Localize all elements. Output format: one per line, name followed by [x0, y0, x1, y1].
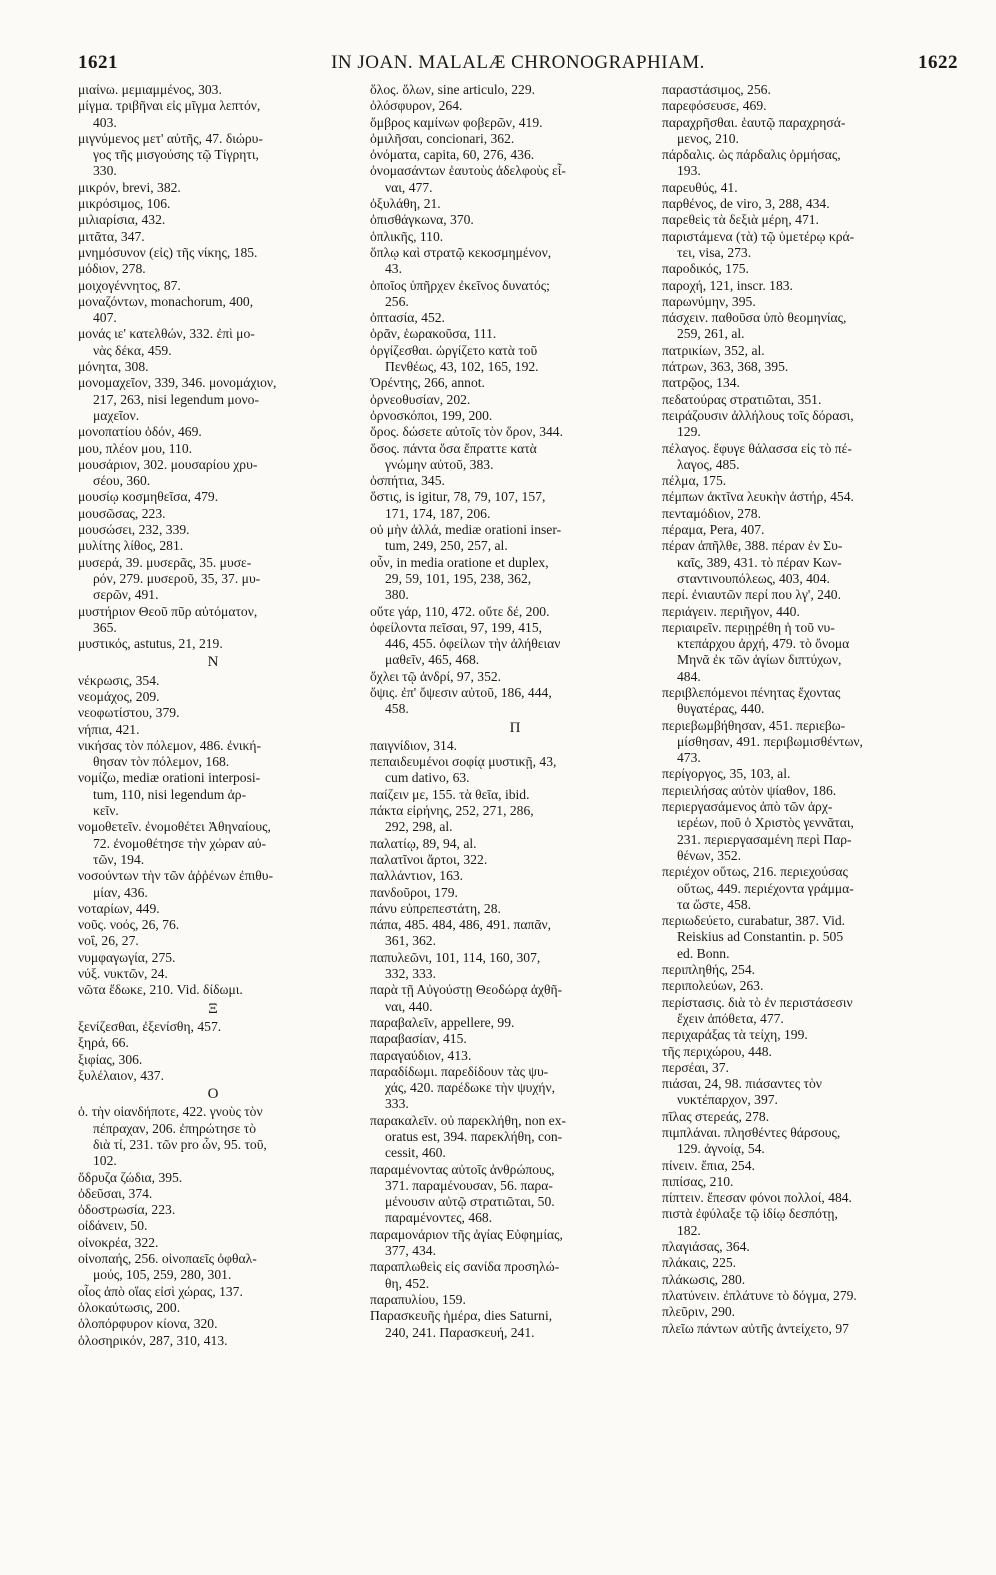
index-entry-line: μιγνύμενος μετ' αὐτῆς, 47. διώρυ- [78, 130, 263, 146]
index-entry-line: 43. [385, 261, 402, 277]
index-entry-line: 407. [93, 310, 117, 326]
index-entry-line: 377, 434. [385, 1243, 436, 1259]
index-entry-line: περιεργασάμενος ἀπὸ τῶν ἀρχ- [662, 799, 833, 815]
index-entry-line: παρεθεὶς τὰ δεξιὰ μέρη, 471. [662, 212, 819, 228]
index-entry-line: ὄχλει τῷ ἀνδρί, 97, 352. [370, 668, 502, 684]
index-entry-line: πεπαιδευμένοι σοφίᾳ μυστικῇ, 43, [370, 754, 557, 770]
index-entry-line: ὀδοστρωσία, 223. [78, 1202, 176, 1218]
index-entry-line: παραπυλίου, 159. [370, 1291, 466, 1307]
index-entry-line: πεδατούρας στρατιῶται, 351. [662, 391, 822, 407]
index-entry-line: μυσερά, 39. μυσερᾶς, 35. μυσε- [78, 554, 252, 570]
index-entry-line: Παρασκευῆς ἡμέρα, dies Saturni, [370, 1308, 553, 1324]
index-column-right [662, 82, 962, 1337]
index-entry-line: περίγοργος, 35, 103, al. [662, 766, 791, 782]
index-entry-line: ἔχειν ἀπόθετα, 477. [677, 1010, 784, 1026]
index-entry-line: θένων, 352. [677, 847, 742, 863]
index-entry-line: ὁμιλῆσαι, concionari, 362. [370, 130, 515, 146]
index-entry-line: 330. [93, 163, 117, 179]
index-entry-line: ὀπισθάγκωνα, 370. [370, 212, 474, 228]
index-entry-line: cessit, 460. [385, 1145, 446, 1161]
index-entry-line: πάπα, 485. 484, 486, 491. παπᾶν, [370, 917, 552, 933]
index-entry-line: 473. [677, 750, 701, 766]
index-entry-line: παραμένοντες, 468. [385, 1210, 493, 1226]
section-letter-heading: N [207, 654, 219, 671]
index-entry-line: 446, 455. ὀφείλων τὴν ἀλήθειαν [385, 636, 561, 652]
index-entry-line: σερῶν, 491. [93, 587, 159, 603]
index-entry-line: νομίζω, mediæ orationi interposi- [78, 770, 261, 786]
index-entry-line: ξιφίας, 306. [78, 1051, 143, 1067]
index-entry-line: μυστήριον Θεοῦ πῦρ αὐτόματον, [78, 603, 258, 619]
index-entry-line: 171, 174, 187, 206. [385, 505, 491, 521]
index-entry-line: μαθεῖν, 465, 468. [385, 652, 480, 668]
index-entry-line: 458. [385, 701, 409, 717]
index-entry-line: Ὀρέντης, 266, annot. [370, 375, 485, 391]
index-entry-line: περί. ἐνιαυτῶν περί που λγ', 240. [662, 587, 841, 603]
index-entry-line: ναι, 477. [385, 179, 433, 195]
index-entry-line: 403. [93, 114, 117, 130]
index-entry-line: νεομάχος, 209. [78, 688, 160, 704]
index-entry-line: θη, 452. [385, 1275, 430, 1291]
index-entry-line: νοῦς. νοός, 26, 76. [78, 917, 180, 933]
index-entry-line: 182. [677, 1222, 701, 1238]
index-entry-line: πάρδαλις. ὡς πάρδαλις ὁρμήσας, [662, 147, 841, 163]
index-entry-line: ὁλοπόρφυρον κίονα, 320. [78, 1316, 218, 1332]
index-entry-line: σταντινουπόλεως, 403, 404. [677, 570, 830, 586]
index-entry-line: πανδοῦροι, 179. [370, 884, 458, 900]
index-entry-line: oratus est, 394. παρεκλήθη, con- [385, 1129, 563, 1144]
index-entry-line: cum dativo, 63. [385, 770, 470, 786]
index-entry-line: περιεβωμβήθησαν, 451. περιεβω- [662, 717, 846, 733]
index-entry-line: ξενίζεσθαι, ἐξενίσθη, 457. [78, 1018, 222, 1034]
index-entry-line: παραχρῆσθαι. ἑαυτῷ παραχρησά- [662, 114, 846, 130]
index-entry-line: ὀφείλοντα πεῖσαι, 97, 199, 415, [370, 619, 543, 635]
index-entry-line: περιαιρεῖν. περιῃρέθη ἡ τοῦ νυ- [662, 619, 835, 635]
index-entry-line: οἰδάνειν, 50. [78, 1218, 148, 1234]
index-entry-line: μουσῶσας, 223. [78, 505, 166, 521]
index-entry-line: ὀρνοσκόποι, 199, 200. [370, 407, 493, 423]
index-entry-line: 380. [385, 587, 409, 603]
index-entry-line: ὀσπήτια, 345. [370, 473, 445, 489]
index-entry-line: οὖν, in media oratione et duplex, [370, 554, 549, 570]
index-entry-line: μόδιον, 278. [78, 261, 146, 277]
index-entry-line: μίγμα. τριβῆναι εἰς μῖγμα λεπτόν, [78, 98, 261, 114]
index-entry-line: tum, 249, 250, 257, al. [385, 538, 508, 554]
index-entry-line: μιλιαρίσια, 432. [78, 212, 166, 228]
index-entry-line: παίζειν με, 155. τὰ θεῖα, ibid. [370, 786, 530, 802]
index-entry-line: πέραν ἀπῆλθε, 388. πέραν ἐν Συ- [662, 538, 843, 554]
index-entry-line: παραβαλεῖν, appellere, 99. [370, 1014, 515, 1030]
index-entry-line: παραστάσιμος, 256. [662, 82, 771, 97]
index-entry-line: πιάσαι, 24, 98. πιάσαντες τὸν [662, 1076, 822, 1092]
index-entry-line: παραμένοντας αὐτοῖς ἀνθρώπους, [370, 1161, 555, 1177]
index-entry-line: τα ὥστε, 458. [677, 896, 752, 912]
index-entry-line: νυκτέπαρχον, 397. [677, 1092, 778, 1108]
section-letter-heading: Π [509, 719, 521, 736]
index-entry-line: ὁλοσηρικόν, 287, 310, 413. [78, 1332, 228, 1348]
index-entry-line: περιπληθής, 254. [662, 962, 756, 978]
index-entry-line: πάσχειν. παθοῦσα ὑπὸ θεομηνίας, [662, 310, 847, 326]
index-entry-line: τει, visa, 273. [677, 244, 752, 260]
index-entry-line: ξυλέλαιον, 437. [78, 1067, 164, 1083]
index-entry-line: παραγαύδιον, 413. [370, 1047, 472, 1063]
index-entry-line: ὀργίζεσθαι. ὠργίζετο κατὰ τοῦ [370, 342, 538, 358]
index-entry-line: θησαν τὸν πόλεμον, 168. [93, 754, 230, 770]
index-entry-line: πιμπλάναι. πλησθέντες θάρσους, [662, 1125, 841, 1140]
index-entry-line: παρευθύς, 41. [662, 179, 738, 195]
page-number-right: 1622 [918, 52, 958, 73]
index-entry-line: 193. [677, 163, 701, 179]
index-entry-line: τῶν, 194. [93, 851, 145, 867]
index-entry-line: Μηνᾶ ἐκ τῶν ἁγίων διπτύχων, [677, 652, 842, 668]
index-entry-line: νέκρωσις, 354. [78, 672, 160, 688]
index-entry-line: ὀπτασία, 452. [370, 310, 445, 326]
index-entry-line: 217, 263, nisi legendum μονο- [93, 391, 259, 407]
index-entry-line: μιαίνω. μεμιαμμένος, 303. [78, 82, 222, 97]
index-entry-line: πίπτειν. ἔπεσαν φόνοι πολλοί, 484. [662, 1190, 852, 1206]
index-entry-line: παλατῖνοι ἄρτοι, 322. [370, 851, 488, 867]
index-entry-line: νοταρίων, 449. [78, 900, 160, 916]
index-entry-line: ρόν, 279. μυσεροῦ, 35, 37. μυ- [93, 570, 261, 586]
index-entry-line: μένουσιν αὐτῷ στρατιῶται, 50. [385, 1194, 555, 1210]
index-entry-line: νοΐ, 26, 27. [78, 933, 139, 949]
index-entry-line: πλεῦριν, 290. [662, 1304, 736, 1320]
index-entry-line: πάνυ εὐπρεπεστάτη, 28. [370, 900, 501, 916]
section-letter-heading: Ξ [208, 1000, 218, 1017]
section-letter-heading: O [207, 1086, 219, 1103]
index-entry-line: παραπλωθεὶς εἰς σανίδα προσηλώ- [370, 1259, 560, 1275]
index-entry-line: παραμονάριον τῆς ἁγίας Εὐφημίας, [370, 1226, 563, 1242]
index-entry-line: μενος, 210. [677, 130, 739, 146]
index-entry-line: ὅλος. ὅλων, sine articulo, 229. [370, 82, 536, 97]
index-entry-line: ναι, 440. [385, 998, 433, 1014]
index-entry-line: πέραμα, Pera, 407. [662, 522, 765, 538]
index-entry-line: πενταμόδιον, 278. [662, 505, 761, 521]
index-entry-line: πλεῖω πάντων αὐτῆς ἀντείχετο, 97 [662, 1320, 849, 1336]
index-entry-line: 365. [93, 619, 117, 635]
index-entry-line: Πενθέως, 43, 102, 165, 192. [385, 359, 539, 375]
index-entry-line: νομοθετεῖν. ἐνομοθέτει Ἀθηναίους, [78, 819, 271, 835]
index-entry-line: πλατύνειν. ἐπλάτυνε τὸ δόγμα, 279. [662, 1287, 857, 1303]
index-entry-line: παλατίῳ, 89, 94, al. [370, 835, 477, 851]
index-entry-line: παρεφόσευσε, 469. [662, 98, 767, 114]
index-entry-line: περιπολεύων, 263. [662, 978, 764, 994]
index-entry-line: ὀνομασάντων ἑαυτοὺς ἀδελφοὺς εἶ- [370, 163, 566, 179]
index-entry-line: πλάκαις, 225. [662, 1255, 737, 1271]
index-entry-line: μουσάριον, 302. μουσαρίου χρυ- [78, 456, 258, 472]
index-entry-line: πειράζουσιν ἀλλήλους τοῖς δόρασι, [662, 407, 854, 423]
index-entry-line: χάς, 420. παρέδωκε τὴν ψυχήν, [385, 1080, 556, 1096]
index-entry-line: παραβασίαν, 415. [370, 1031, 467, 1047]
index-entry-line: ὁπλικῆς, 110. [370, 228, 444, 244]
index-entry-line: 484. [677, 668, 701, 684]
index-entry-line: 231. περιεργασαμένη περὶ Παρ- [677, 831, 852, 847]
index-entry-line: μυλίτης λίθος, 281. [78, 538, 184, 554]
index-entry-line: 240, 241. Παρασκευή, 241. [385, 1324, 535, 1340]
index-entry-line: γος τῆς μισγούσης τῷ Τίγρητι, [93, 147, 259, 163]
index-entry-line: ὁλόσφυρον, 264. [370, 98, 463, 114]
index-entry-line: ξηρά, 66. [78, 1035, 129, 1051]
index-entry-line: 333. [385, 1096, 409, 1112]
index-entry-line: γνώμην αὐτοῦ, 383. [385, 456, 494, 472]
index-entry-line: πέλαγος. ἔφυγε θάλασσα εἰς τὸ πέ- [662, 440, 852, 456]
index-entry-line: μοναζόντων, monachorum, 400, [78, 293, 254, 309]
index-entry-line: περιάγειν. περιῆγον, 440. [662, 603, 800, 619]
index-entry-line: λαγος, 485. [677, 456, 740, 472]
index-entry-line: περιειλήσας αὐτὸν ψίαθον, 186. [662, 782, 837, 798]
index-entry-line: πλάκωσις, 280. [662, 1271, 746, 1287]
index-entry-line: μαχεῖον. [93, 407, 140, 423]
index-entry-line: παρθένος, de viro, 3, 288, 434. [662, 196, 830, 212]
index-entry-line: κτεπάρχου ἀρχή, 479. τὸ ὄνομα [677, 636, 850, 652]
index-entry-line: πέμπων ἀκτῖνα λευκὴν ἀστήρ, 454. [662, 489, 854, 505]
index-entry-line: νικήσας τὸν πόλεμον, 486. ἐνική- [78, 737, 261, 753]
index-entry-line: οὔτε γάρ, 110, 472. οὔτε δέ, 200. [370, 603, 550, 619]
index-column-left [78, 82, 348, 1349]
index-entry-line: ὄψις. ἐπ' ὄψεσιν αὐτοῦ, 186, 444, [370, 684, 552, 700]
index-entry-line: μόνητα, 308. [78, 359, 149, 375]
index-entry-line: παροδικός, 175. [662, 261, 749, 277]
index-entry-line: 72. ἐνομοθέτησε τὴν χώραν αὐ- [93, 835, 266, 851]
index-entry-line: παροχή, 121, inscr. 183. [662, 277, 793, 293]
index-entry-line: 292, 298, al. [385, 819, 453, 835]
index-entry-line: πάτρων, 363, 368, 395. [662, 359, 789, 375]
index-entry-line: νῶτα ἔδωκε, 210. Vid. δίδωμι. [78, 982, 243, 998]
index-entry-line: μικρόν, brevi, 382. [78, 179, 181, 195]
index-entry-line: ed. Bonn. [677, 945, 730, 961]
index-entry-line: πέλμα, 175. [662, 473, 727, 489]
index-entry-line: οἰνοπαής, 256. οἰνοπαεῖς ὀφθαλ- [78, 1251, 257, 1267]
index-entry-line: θυγατέρας, 440. [677, 701, 765, 717]
index-entry-line: περιχαράξας τὰ τείχη, 199. [662, 1027, 808, 1043]
index-entry-line: 129. [677, 424, 701, 440]
index-entry-line: μοιχογέννητος, 87. [78, 277, 181, 293]
index-entry-line: καῖς, 389, 431. τὸ πέραν Κων- [677, 554, 842, 570]
index-entry-line: κεῖν. [93, 803, 119, 819]
index-entry-line: νύξ. νυκτῶν, 24. [78, 966, 168, 982]
index-entry-line: πατρικίων, 352, al. [662, 342, 765, 358]
index-entry-line: παριστάμενα (τὰ) τῷ ὑμετέρῳ κρά- [662, 228, 855, 244]
index-entry-line: 332, 333. [385, 966, 436, 982]
index-entry-line: παλλάντιον, 163. [370, 868, 464, 884]
index-entry-line: μικρόσιμος, 106. [78, 196, 171, 212]
index-entry-line: ὅστις, is igitur, 78, 79, 107, 157, [370, 489, 546, 505]
page-number-left: 1621 [78, 52, 118, 73]
index-entry-line: σέου, 360. [93, 473, 151, 489]
running-title: IN JOAN. MALALÆ CHRONOGRAPHIAM. [331, 52, 705, 73]
index-entry-line: μουσίῳ κοσμηθεῖσα, 479. [78, 489, 219, 505]
index-entry-line: πατρῷος, 134. [662, 375, 740, 391]
index-entry-line: οὐ μὴν ἀλλά, mediæ orationi inser- [370, 522, 562, 538]
index-entry-line: ιερέων, ποῦ ὁ Χριστὸς γεννᾶται, [677, 815, 854, 831]
index-entry-line: μούς, 105, 259, 280, 301. [93, 1267, 232, 1283]
index-entry-line: παρὰ τῇ Αὐγούστῃ Θεοδώρᾳ ἀχθῆ- [370, 982, 563, 998]
index-entry-line: ὅρος. δώσετε αὐτοῖς τὸν ὅρον, 344. [370, 424, 563, 440]
index-entry-line: πίνειν. ἔπια, 254. [662, 1157, 755, 1173]
index-entry-line: 129. ἀγνοίᾳ, 54. [677, 1141, 765, 1157]
index-entry-line: 29, 59, 101, 195, 238, 362, [385, 570, 532, 586]
index-entry-line: νὰς δέκα, 459. [93, 342, 172, 358]
index-entry-line: ὄμβρος καμίνων φοβερῶν, 419. [370, 114, 543, 130]
index-entry-line: παπυλεῶνι, 101, 114, 160, 307, [370, 949, 541, 965]
index-entry-line: μίσθησαν, 491. περιβωμισθέντων, [677, 733, 863, 749]
index-entry-line: ὄδρυζα ζώδια, 395. [78, 1169, 183, 1185]
index-entry-line: 259, 261, al. [677, 326, 745, 342]
index-entry-line: ὀρνεοθυσίαν, 202. [370, 391, 471, 407]
index-entry-line: μυστικός, astutus, 21, 219. [78, 636, 223, 652]
index-entry-line: παραδίδωμι. παρεδίδουν τὰς ψυ- [370, 1063, 549, 1079]
index-entry-line: 361, 362. [385, 933, 436, 949]
index-entry-line: πέπραχαν, 206. ἐπηρώτησε τὸ [93, 1120, 257, 1136]
index-entry-line: πάκτα εἰρήνης, 252, 271, 286, [370, 803, 534, 819]
index-entry-line: πῖλας στερεάς, 278. [662, 1108, 770, 1124]
index-entry-line: ὁλοκαύτωσις, 200. [78, 1299, 181, 1315]
index-entry-line: μνημόσυνον (εἰς) τῆς νίκης, 185. [78, 244, 258, 260]
index-entry-line: ὁρᾶν, ἑωρακοῦσα, 111. [370, 326, 497, 342]
running-header [78, 52, 958, 78]
index-column-middle [370, 82, 660, 1341]
index-entry-line: μονομαχεῖον, 339, 346. μονομάχιον, [78, 375, 277, 391]
index-entry-line: νυμφαγωγία, 275. [78, 949, 176, 965]
index-entry-line: παρωνύμην, 395. [662, 293, 756, 309]
index-entry-line: περιέχον οὕτως, 216. περιεχούσας [662, 864, 848, 880]
index-entry-line: ὀνόματα, capita, 60, 276, 436. [370, 147, 535, 163]
index-entry-line: 102. [93, 1153, 117, 1169]
index-entry-line: πιπίσας, 210. [662, 1173, 734, 1189]
index-entry-line: περιωδεύετο, curabatur, 387. Vid. [662, 913, 846, 929]
index-entry-line: πλαγιάσας, 364. [662, 1239, 750, 1255]
index-entry-line: μιτᾶτα, 347. [78, 228, 145, 244]
index-entry-line: ὁποῖος ὑπῆρχεν ἐκεῖνος δυνατός; [370, 277, 550, 293]
index-entry-line: Reiskius ad Constantin. p. 505 [677, 929, 844, 945]
index-entry-line: οὕτως, 449. περιέχοντα γράμμα- [677, 880, 854, 896]
index-entry-line: ὀδεῦσαι, 374. [78, 1185, 153, 1201]
index-entry-line: διὰ τί, 231. τῶν pro ὧν, 95. τοῦ, [93, 1137, 267, 1152]
index-entry-line: νήπια, 421. [78, 721, 140, 737]
index-entry-line: 256. [385, 293, 409, 309]
index-entry-line: παρακαλεῖν. οὐ παρεκλήθη, non ex- [370, 1112, 567, 1128]
index-entry-line: πιστὰ ἐφύλαξε τῷ ἰδίῳ δεσπότῃ, [662, 1206, 838, 1222]
index-entry-line: νοσούντων τὴν τῶν ἀῤῥένων ἐπιθυ- [78, 868, 274, 884]
index-entry-line: 371. παραμένουσαν, 56. παρα- [385, 1177, 553, 1193]
index-entry-line: μουσώσει, 232, 339. [78, 522, 190, 538]
index-entry-line: οἷος ἀπὸ οἵας εἰσὶ χώρας, 137. [78, 1283, 243, 1299]
index-entry-line: tum, 110, nisi legendum ἀρ- [93, 786, 247, 802]
index-entry-line: περίστασις. διὰ τὸ ἐν περιστάσεσιν [662, 994, 853, 1010]
index-entry-line: παιγνίδιον, 314. [370, 737, 458, 753]
index-entry-line: ὁ. τὴν οἱανδήποτε, 422. γνοὺς τὸν [78, 1104, 263, 1120]
index-entry-line: νεοφωτίστου, 379. [78, 705, 180, 721]
index-entry-line: ὅσος. πάντα ὅσα ἔπραττε κατὰ [370, 440, 537, 456]
index-entry-line: περιβλεπόμενοι πένητας ἔχοντας [662, 684, 841, 700]
index-entry-line: μονοπατίου ὁδόν, 469. [78, 424, 202, 440]
index-entry-line: τῆς περιχώρου, 448. [662, 1043, 772, 1059]
index-entry-line: περσέαι, 37. [662, 1059, 729, 1075]
index-entry-line: ὅπλῳ καὶ στρατῷ κεκοσμημένον, [370, 244, 552, 260]
index-entry-line: μου, πλέον μου, 110. [78, 440, 193, 456]
index-entry-line: ὀξυλάθη, 21. [370, 196, 441, 212]
index-entry-line: μονάς ιε' κατελθών, 332. ἐπὶ μο- [78, 326, 255, 342]
index-entry-line: μίαν, 436. [93, 884, 148, 900]
index-entry-line: οἰνοκρέα, 322. [78, 1234, 159, 1250]
